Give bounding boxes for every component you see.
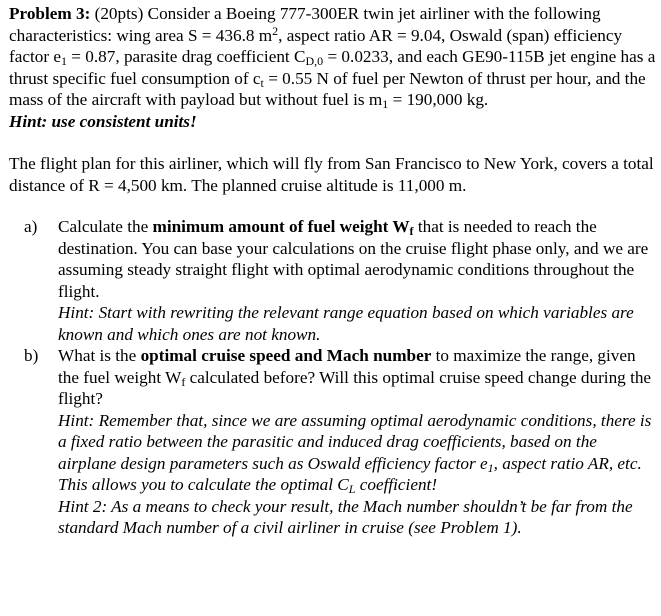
- part-a: [12, 216, 657, 345]
- units-hint: Hint: use consistent units!: [9, 111, 197, 131]
- problem-title: Problem 3:: [9, 4, 91, 23]
- part-a-label: a): [24, 217, 38, 236]
- part-b-hint: Hint: Remember that, since we are assuming optimal aerodynamic conditions, there is a fixed ratio between the parasitic and induced drag coefficients, based on the airplane design parameters such as Oswald efficiency factor $e_1$, aspect ratio AR, etc. This allows you to calculate the optimal $C_L$ coefficient!: [58, 410, 652, 496]
- part-a-question: Calculate the minimum amount of fuel weight $W_f$ that is needed to reach the destination. You can base your calculations on the cruise flight phase only, and we are assuming steady straight flight with optimal aerodynamic conditions throughout the flight.: [58, 217, 649, 301]
- part-b-question: What is the optimal cruise speed and Mach number to maximize the range, given the fuel weight $W_f$ calculated before? Will this optimal cruise speed change during the flight?: [58, 346, 652, 408]
- part-b-hint-2: Hint 2: As a means to check your result, the Mach number shouldn’t be far from the standard Mach number of a civil airliner in cruise (see Problem 1).: [58, 496, 633, 537]
- part-a-hint: Hint: Start with rewriting the relevant range equation based on which variables are known and which ones are not known.: [58, 303, 634, 344]
- problem-document: [9, 3, 657, 539]
- problem-points: (20pts): [94, 4, 144, 23]
- flight-plan-paragraph: The flight plan for this airliner, which will fly from San Francisco to New York, covers a total distance of R = 4,500 km. The planned cruise altitude is 11,000 m.: [9, 154, 654, 195]
- part-b: [12, 345, 657, 539]
- problem-statement: Problem 3: (20pts) Consider a Boeing 777-300ER twin jet airliner with the following characteristics: wing area S = 436.8 $m^2$, aspect ratio AR = 9.04, Oswald (span) efficiency factor $e_1 = 0.87$, parasite drag coefficient $C_{D,0} = 0.0233$, and each GE90-115B jet engine has a thrust specific fuel consumption of $c_t = 0.55$ N of fuel per Newton of thrust per hour, and the mass of the aircraft with payload but without fuel is $m_1 = 190,000$ kg.: [9, 4, 656, 111]
- part-b-label: b): [24, 346, 39, 365]
